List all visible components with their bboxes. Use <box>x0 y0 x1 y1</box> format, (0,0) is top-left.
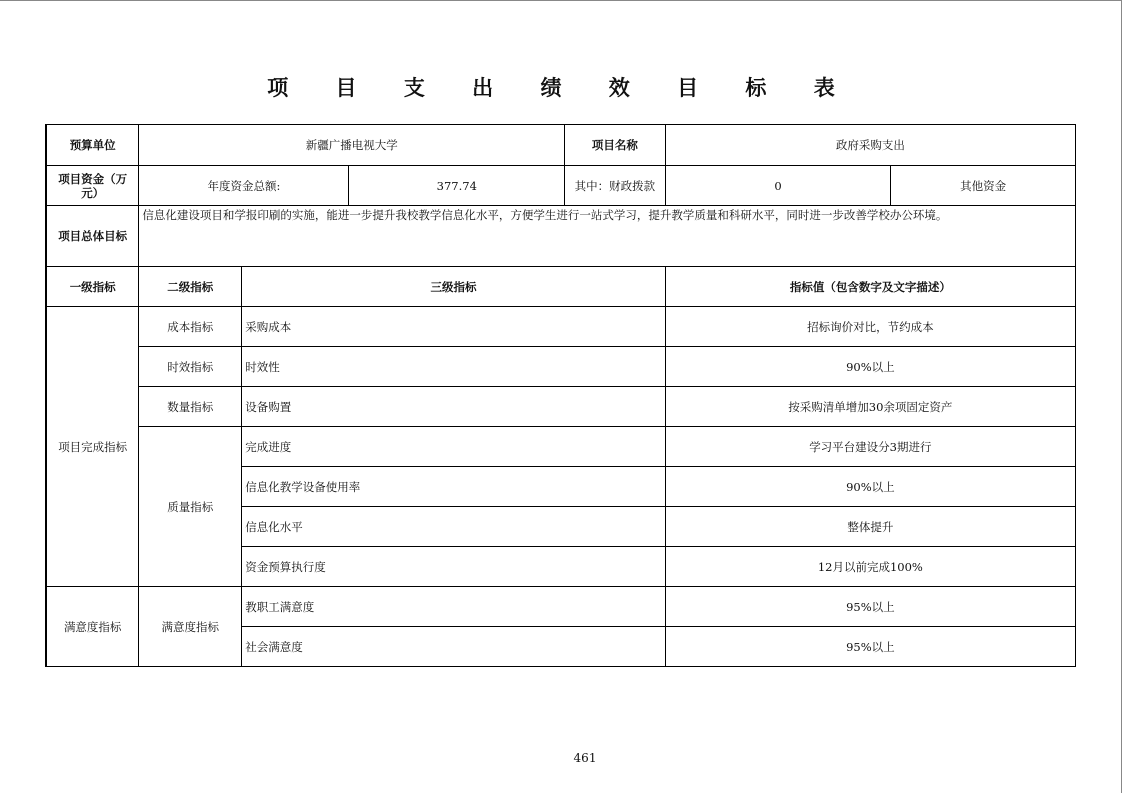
value-cell: 整体提升 <box>665 507 1075 547</box>
budget-unit-label: 预算单位 <box>46 125 139 166</box>
annual-total-value: 377.74 <box>349 166 565 206</box>
value-cell: 95%以上 <box>665 627 1075 667</box>
value-cell: 按采购清单增加30余项固定资产 <box>665 387 1075 427</box>
indicator-cell: 完成进度 <box>242 427 666 467</box>
indicator-cell: 设备购置 <box>242 387 666 427</box>
level2-satisfaction: 满意度指标 <box>139 587 242 667</box>
value-cell: 90%以上 <box>665 467 1075 507</box>
budget-unit-value: 新疆广播电视大学 <box>139 125 565 166</box>
table-row <box>46 347 1076 387</box>
page-border-top <box>0 0 1122 1</box>
annual-total-label: 年度资金总额: <box>139 166 349 206</box>
indicator-cell: 采购成本 <box>242 307 666 347</box>
fiscal-label: 其中：财政拨款 <box>565 166 666 206</box>
funds-label: 项目资金（万元） <box>46 166 139 206</box>
page-number: 461 <box>573 751 597 765</box>
indicator-cell: 时效性 <box>242 347 666 387</box>
level2-timeliness: 时效指标 <box>139 347 242 387</box>
indicator-cell: 社会满意度 <box>242 627 666 667</box>
table-row <box>46 427 1076 467</box>
project-name-value: 政府采购支出 <box>665 125 1075 166</box>
value-cell: 学习平台建设分3期进行 <box>665 427 1075 467</box>
value-cell: 招标询价对比，节约成本 <box>665 307 1075 347</box>
col-value-header: 指标值（包含数字及文字描述） <box>665 267 1075 307</box>
value-cell: 95%以上 <box>665 587 1075 627</box>
level1-completion: 项目完成指标 <box>46 307 139 587</box>
level2-cost: 成本指标 <box>139 307 242 347</box>
goal-text: 信息化建设项目和学报印刷的实施，能进一步提升我校教学信息化水平，方便学生进行一站式学习，提升教学质量和科研水平，同时进一步改善学校办公环境。 <box>139 206 1076 267</box>
performance-target-table <box>45 124 1076 667</box>
level2-quality: 质量指标 <box>139 427 242 587</box>
value-cell: 12月以前完成100% <box>665 547 1075 587</box>
indicator-cell: 信息化水平 <box>242 507 666 547</box>
col-level2-header: 二级指标 <box>139 267 242 307</box>
project-name-label: 项目名称 <box>565 125 666 166</box>
value-cell: 90%以上 <box>665 347 1075 387</box>
col-level3-header: 三级指标 <box>242 267 666 307</box>
funds-row <box>46 166 1076 206</box>
page-title: 项 目 支 出 绩 效 目 标 表 <box>267 76 855 100</box>
indicator-cell: 资金预算执行度 <box>242 547 666 587</box>
goal-row <box>46 206 1076 267</box>
indicator-cell: 信息化教学设备使用率 <box>242 467 666 507</box>
indicator-cell: 教职工满意度 <box>242 587 666 627</box>
table-row <box>46 587 1076 627</box>
other-funds-label: 其他资金 <box>891 166 1076 206</box>
table-row <box>46 307 1076 347</box>
column-header-row <box>46 267 1076 307</box>
level2-quantity: 数量指标 <box>139 387 242 427</box>
col-level1-header: 一级指标 <box>46 267 139 307</box>
budget-unit-row <box>46 125 1076 166</box>
level1-satisfaction: 满意度指标 <box>46 587 139 667</box>
goal-label: 项目总体目标 <box>46 206 139 267</box>
table-row <box>46 387 1076 427</box>
fiscal-value: 0 <box>665 166 891 206</box>
